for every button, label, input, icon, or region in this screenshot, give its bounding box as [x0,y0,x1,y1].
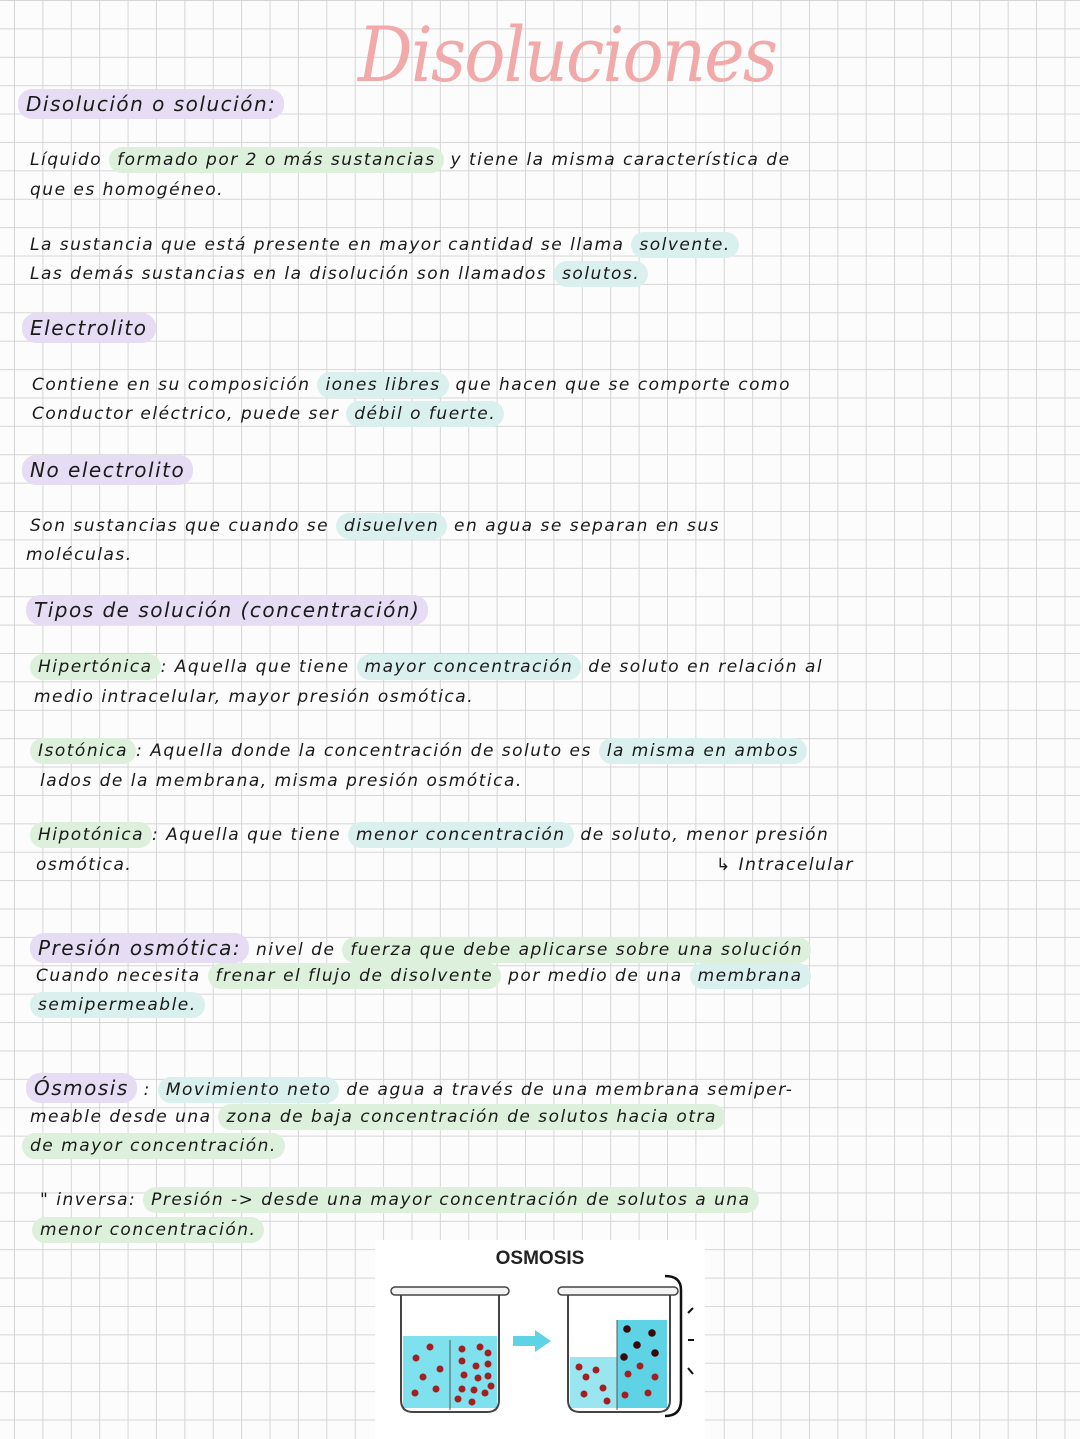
diagram-title: OSMOSIS [495,1248,585,1269]
section-heading-no-electrolito: No electrolito [22,458,193,482]
inversa-line-1: " inversa: Presión -> desde una mayor concentración de solutos a una [40,1190,759,1210]
section-heading-electrolito: Electrolito [22,316,156,340]
section-heading-tipos: Tipos de solución (concentración) [26,598,428,622]
osmosis-line-2: meable desde una zona de baja concentración de solutos hacia otra [30,1107,725,1127]
page-title: Disoluciones [357,10,777,99]
electrolito-line-2: Conductor eléctrico, puede ser débil o fuerte. [32,404,504,424]
section-heading-disolucion: Disolución o solución: [18,92,284,116]
osmosis-diagram [375,1240,705,1439]
osmosis-line-1: Ósmosis : Movimiento neto de agua a través de una membrana semiper- [26,1076,793,1100]
disolucion-line-2: que es homogéneo. [30,180,225,200]
isotonica-line-1: Isotónica : Aquella donde la concentración de soluto es la misma en ambos [30,741,807,761]
hipotonica-line-1: Hipotónica : Aquella que tiene menor concentración de soluto, menor presión [30,825,829,845]
osmosis-line-3: de mayor concentración. [22,1136,285,1156]
hipotonica-note: ↳ Intracelular [716,855,854,875]
presion-line-2: Cuando necesita frenar el flujo de disolvente por medio de una membrana [36,966,811,986]
disolucion-line-3: La sustancia que está presente en mayor cantidad se llama solvente. [30,235,739,255]
hipotonica-line-2: osmótica. [36,855,133,875]
presion-line-3: semipermeable. [30,995,205,1015]
no-electrolito-line-2: moléculas. [26,545,133,565]
hipertonica-line-1: Hipertónica : Aquella que tiene mayor concentración de soluto en relación al [30,657,823,677]
inversa-line-2: menor concentración. [32,1220,264,1240]
hipertonica-line-2: medio intracelular, mayor presión osmótica. [34,687,475,707]
beakers-illustration [375,1240,705,1439]
disolucion-line-1: Líquido formado por 2 o más sustancias y tiene la misma característica de [30,150,791,170]
electrolito-line-1: Contiene en su composición iones libres que hacen que se comporte como [32,375,791,395]
disolucion-line-4: Las demás sustancias en la disolución son llamados solutos. [30,264,648,284]
no-electrolito-line-1: Son sustancias que cuando se disuelven en agua se separan en sus [30,516,720,536]
isotonica-line-2: lados de la membrana, misma presión osmótica. [40,771,523,791]
presion-line-1: Presión osmótica: nivel de fuerza que debe aplicarse sobre una solución [30,936,811,960]
